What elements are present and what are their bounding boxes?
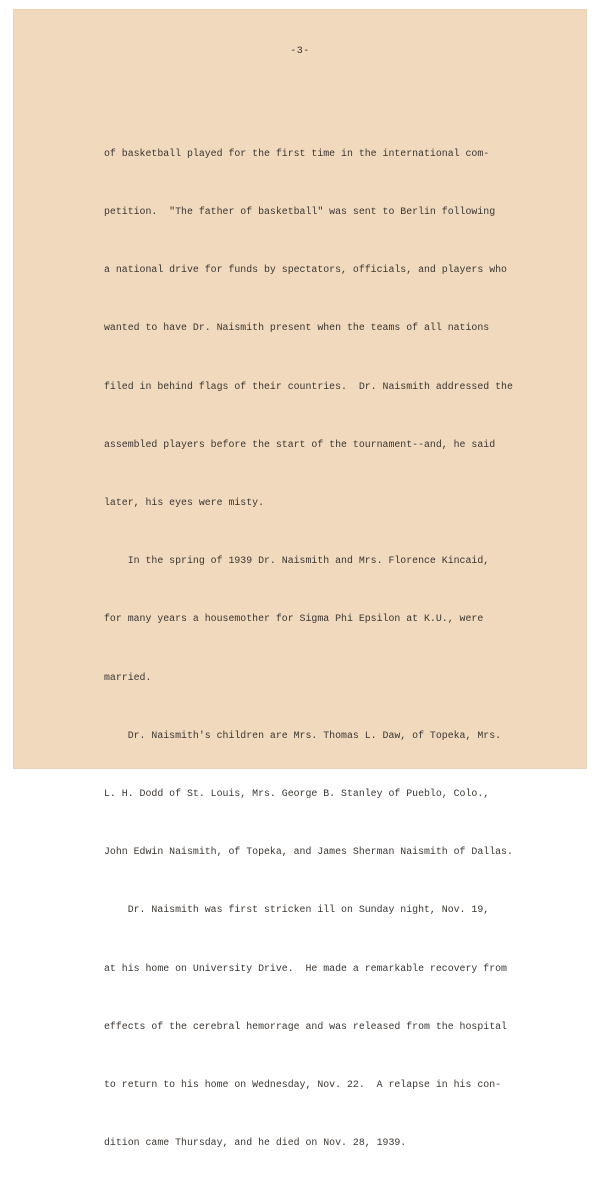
document-page (14, 10, 586, 1149)
text-line: filed in behind flags of their countries. Dr. Naismith addressed the (104, 380, 513, 392)
text-line: at his home on University Drive. He made a remarkable recovery from (104, 962, 507, 974)
text-line: Dr. Naismith's children are Mrs. Thomas L. Daw, of Topeka, Mrs. (104, 729, 502, 741)
text-line: wanted to have Dr. Naismith present when the teams of all nations (104, 322, 490, 334)
text-line: of basketball played for the first time in the international com- (104, 147, 490, 159)
text-line: John Edwin Naismith, of Topeka, and James Sherman Naismith of Dallas. (104, 846, 513, 858)
text-line: effects of the cerebral hemorrage and was released from the hospital (104, 1020, 507, 1032)
text-line: dition came Thursday, and he died on Nov. 28, 1939. (104, 1137, 407, 1149)
text-line: later, his eyes were misty. (104, 497, 265, 509)
text-line: petition. "The father of basketball" was sent to Berlin following (104, 206, 496, 218)
page-number: -3- (290, 46, 310, 57)
text-line: for many years a housemother for Sigma Phi Epsilon at K.U., were (104, 613, 484, 625)
text-line: assembled players before the start of the tournament--and, he said (104, 438, 496, 450)
text-line: L. H. Dodd of St. Louis, Mrs. George B. Stanley of Pueblo, Colo., (104, 788, 490, 800)
text-line: a national drive for funds by spectators, officials, and players who (104, 264, 507, 276)
text-line: In the spring of 1939 Dr. Naismith and Mrs. Florence Kincaid, (104, 555, 490, 567)
text-line: married. (104, 671, 152, 683)
text-line: Dr. Naismith was first stricken ill on Sunday night, Nov. 19, (104, 904, 490, 916)
document-body (104, 105, 564, 1191)
text-line: to return to his home on Wednesday, Nov. 22. A relapse in his con- (104, 1079, 502, 1091)
